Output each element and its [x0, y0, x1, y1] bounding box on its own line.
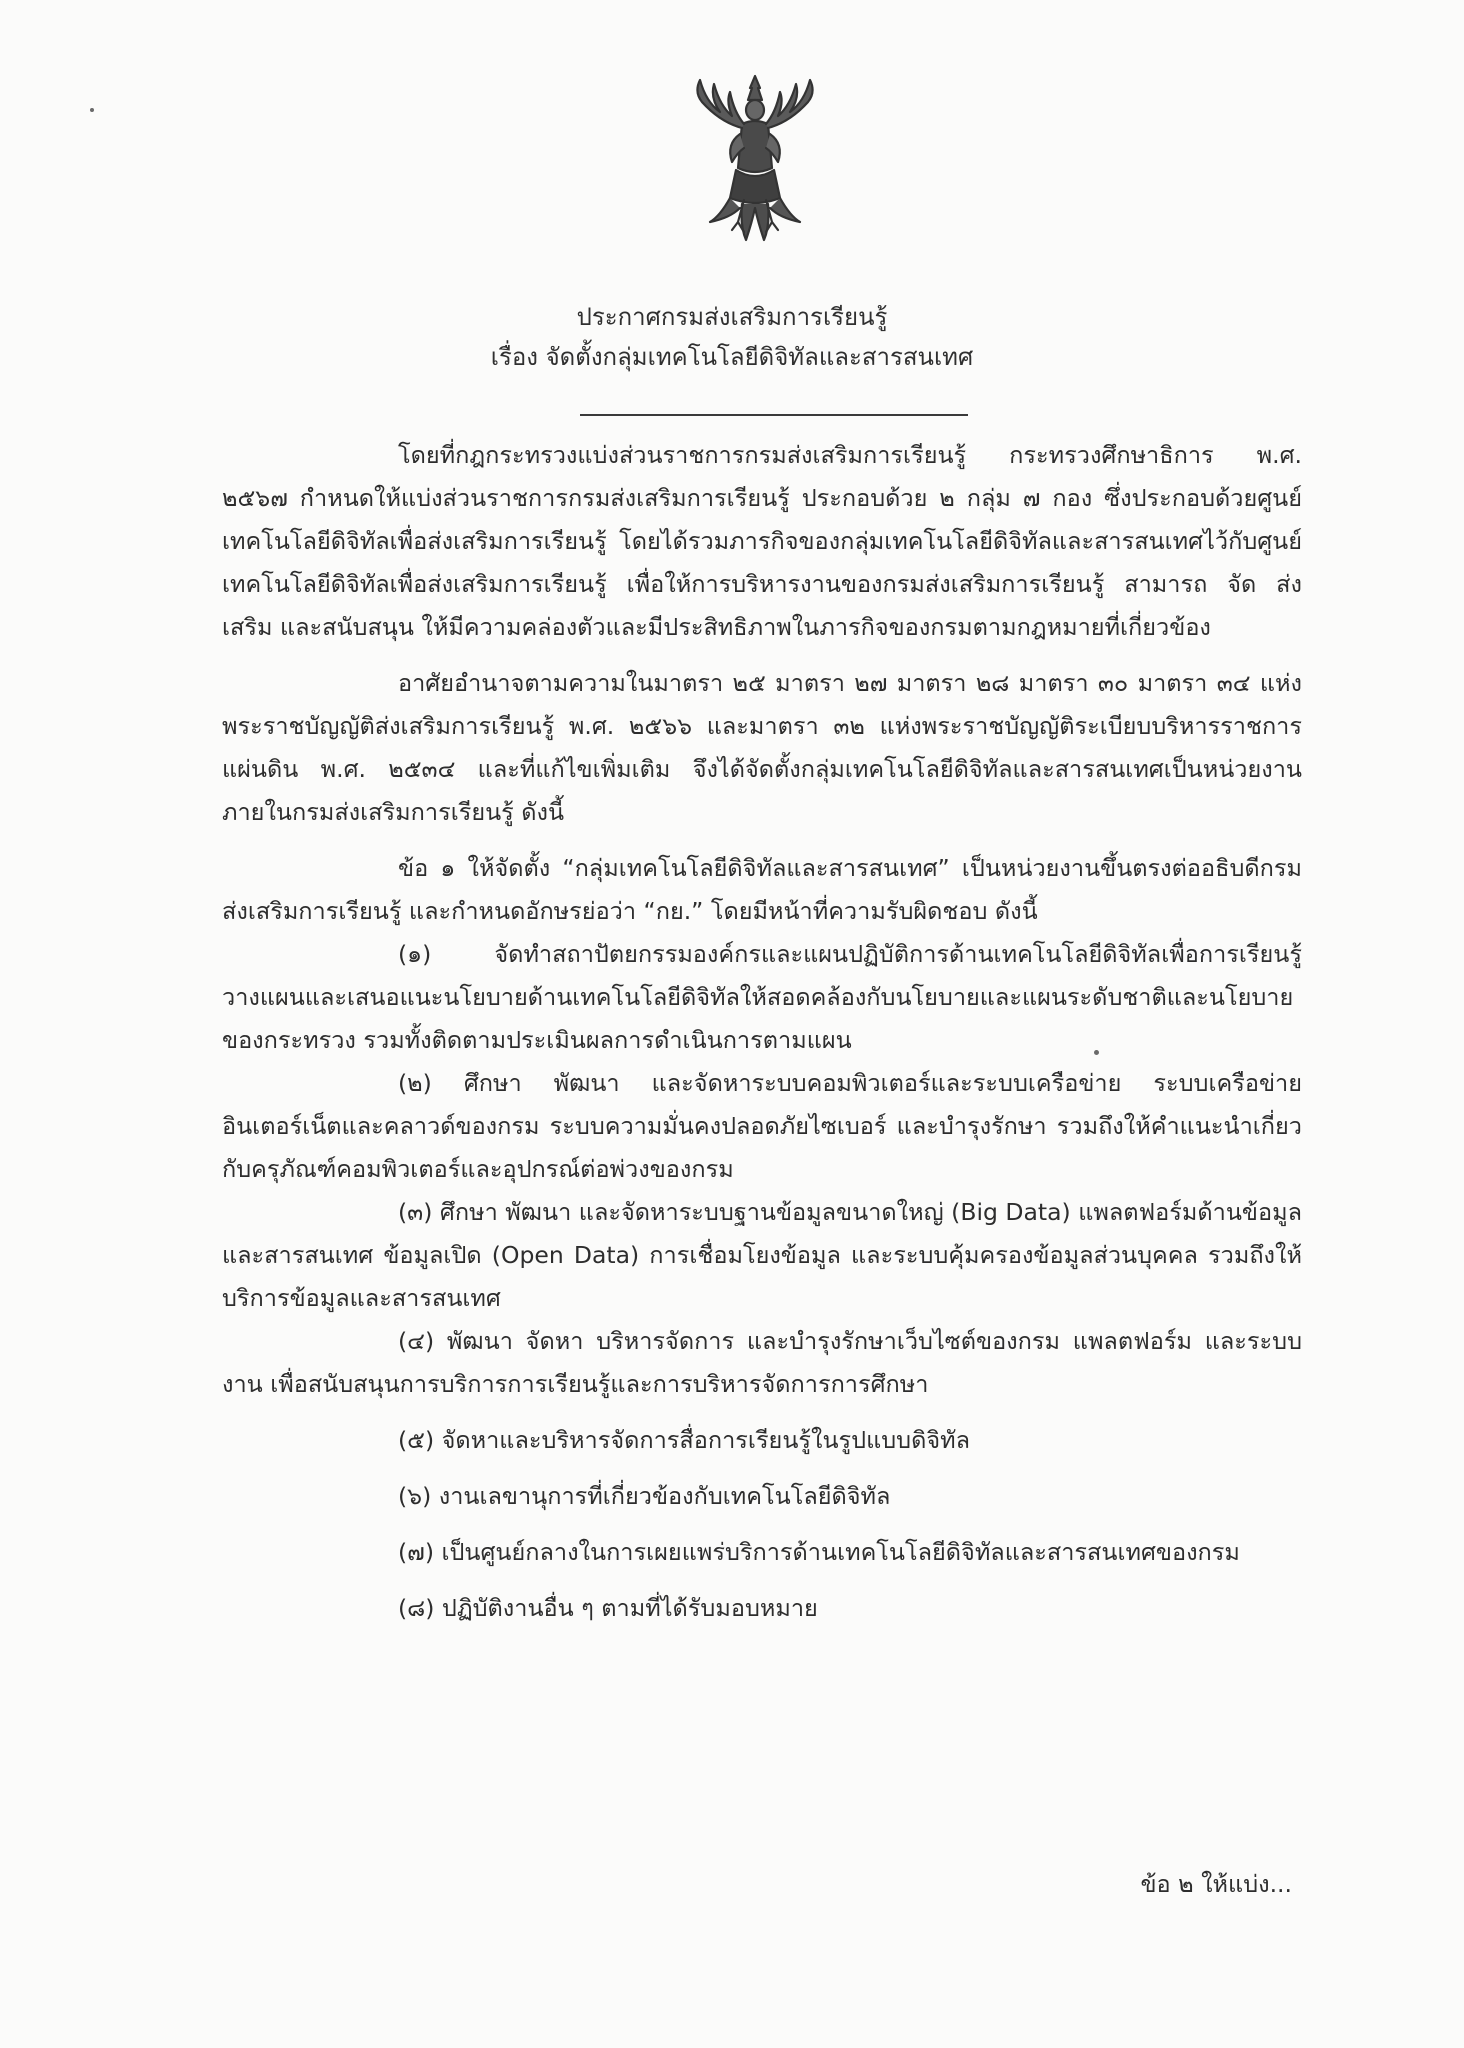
clause-1-paragraph: ข้อ ๑ ให้จัดตั้ง “กลุ่มเทคโนโลยีดิจิทัลและสารสนเทศ” เป็นหน่วยงานขึ้นตรงต่ออธิบดีกรมส่งเสริมการเรียนรู้ และกำหนดอักษรย่อว่า “กย.” โดยมีหน้าที่ความรับผิดชอบ ดังนี้: [222, 854, 1302, 925]
duty-item-7: (๗) เป็นศูนย์กลางในการเผยแพร่บริการด้านเทคโนโลยีดิจิทัลและสารสนเทศของกรม: [398, 1538, 1240, 1566]
duty-item-6: (๖) งานเลขานุการที่เกี่ยวข้องกับเทคโนโลยีดิจิทัล: [398, 1482, 891, 1510]
announcement-body: [222, 434, 1302, 1630]
announcement-title: ประกาศกรมส่งเสริมการเรียนรู้: [576, 303, 888, 331]
title-divider: [580, 414, 968, 416]
duty-item-5: (๕) จัดหาและบริหารจัดการสื่อการเรียนรู้ในรูปแบบดิจิทัล: [398, 1426, 970, 1454]
garuda-emblem-icon: [680, 72, 830, 250]
duty-item-4: (๔) พัฒนา จัดหา บริหารจัดการ และบำรุงรักษาเว็บไซต์ของกรม แพลตฟอร์ม และระบบงาน เพื่อสนับสนุนการบริการการเรียนรู้และการบริหารจัดการการศึกษา: [222, 1327, 1302, 1398]
duty-item-1: (๑) จัดทำสถาปัตยกรรมองค์กรและแผนปฏิบัติการด้านเทคโนโลยีดิจิทัลเพื่อการเรียนรู้ วางแผนและเสนอแนะนโยบายด้านเทคโนโลยีดิจิทัลให้สอดคล้องกับนโยบายและแผนระดับชาติและนโยบายของกระทรวง รวมทั้งติดตามประเมินผลการดำเนินการตามแผน: [222, 940, 1302, 1054]
announcement-header: [0, 297, 1464, 377]
duty-item-8: (๘) ปฏิบัติงานอื่น ๆ ตามที่ได้รับมอบหมาย: [398, 1594, 818, 1622]
preamble-paragraph: โดยที่กฎกระทรวงแบ่งส่วนราชการกรมส่งเสริมการเรียนรู้ กระทรวงศึกษาธิการ พ.ศ. ๒๕๖๗ กำหนดให้แบ่งส่วนราชการกรมส่งเสริมการเรียนรู้ ประกอบด้วย ๒ กลุ่ม ๗ กอง ซึ่งประกอบด้วยศูนย์เทคโนโลยีดิจิทัลเพื่อส่งเสริมการเรียนรู้ โดยได้รวมภารกิจของกลุ่มเทคโนโลยีดิจิทัลและสารสนเทศไว้กับศูนย์เทคโนโลยีดิจิทัลเพื่อส่งเสริมการเรียนรู้ เพื่อให้การบริหารงานของกรมส่งเสริมการเรียนรู้ สามารถ จัด ส่งเสริม และสนับสนุน ให้มีความคล่องตัวและมีประสิทธิภาพในภารกิจของกรมตามกฎหมายที่เกี่ยวข้อง: [222, 441, 1302, 641]
scan-speck: [1094, 1050, 1099, 1055]
authority-paragraph: อาศัยอำนาจตามความในมาตรา ๒๕ มาตรา ๒๗ มาตรา ๒๘ มาตรา ๓๐ มาตรา ๓๔ แห่งพระราชบัญญัติส่งเสริมการเรียนรู้ พ.ศ. ๒๕๖๖ และมาตรา ๓๒ แห่งพระราชบัญญัติระเบียบบริหารราชการแผ่นดิน พ.ศ. ๒๕๓๔ และที่แก้ไขเพิ่มเติม จึงได้จัดตั้งกลุ่มเทคโนโลยีดิจิทัลและสารสนเทศเป็นหน่วยงานภายในกรมส่งเสริมการเรียนรู้ ดังนี้: [222, 669, 1302, 826]
duty-item-3: (๓) ศึกษา พัฒนา และจัดหาระบบฐานข้อมูลขนาดใหญ่ (Big Data) แพลตฟอร์มด้านข้อมูลและสารสนเทศ ข้อมูลเปิด (Open Data) การเชื่อมโยงข้อมูล และระบบคุ้มครองข้อมูลส่วนบุคคล รวมถึงให้บริการข้อมูลและสารสนเทศ: [222, 1198, 1302, 1312]
scan-speck: [90, 108, 94, 112]
duty-item-2: (๒) ศึกษา พัฒนา และจัดหาระบบคอมพิวเตอร์และระบบเครือข่าย ระบบเครือข่ายอินเตอร์เน็ตและคลาวด์ของกรม ระบบความมั่นคงปลอดภัยไซเบอร์ และบำรุงรักษา รวมถึงให้คำแนะนำเกี่ยวกับครุภัณฑ์คอมพิวเตอร์และอุปกรณ์ต่อพ่วงของกรม: [222, 1069, 1302, 1183]
announcement-subject: เรื่อง จัดตั้งกลุ่มเทคโนโลยีดิจิทัลและสารสนเทศ: [490, 343, 974, 371]
page-continuation: ข้อ ๒ ให้แบ่ง...: [1140, 1870, 1292, 1898]
